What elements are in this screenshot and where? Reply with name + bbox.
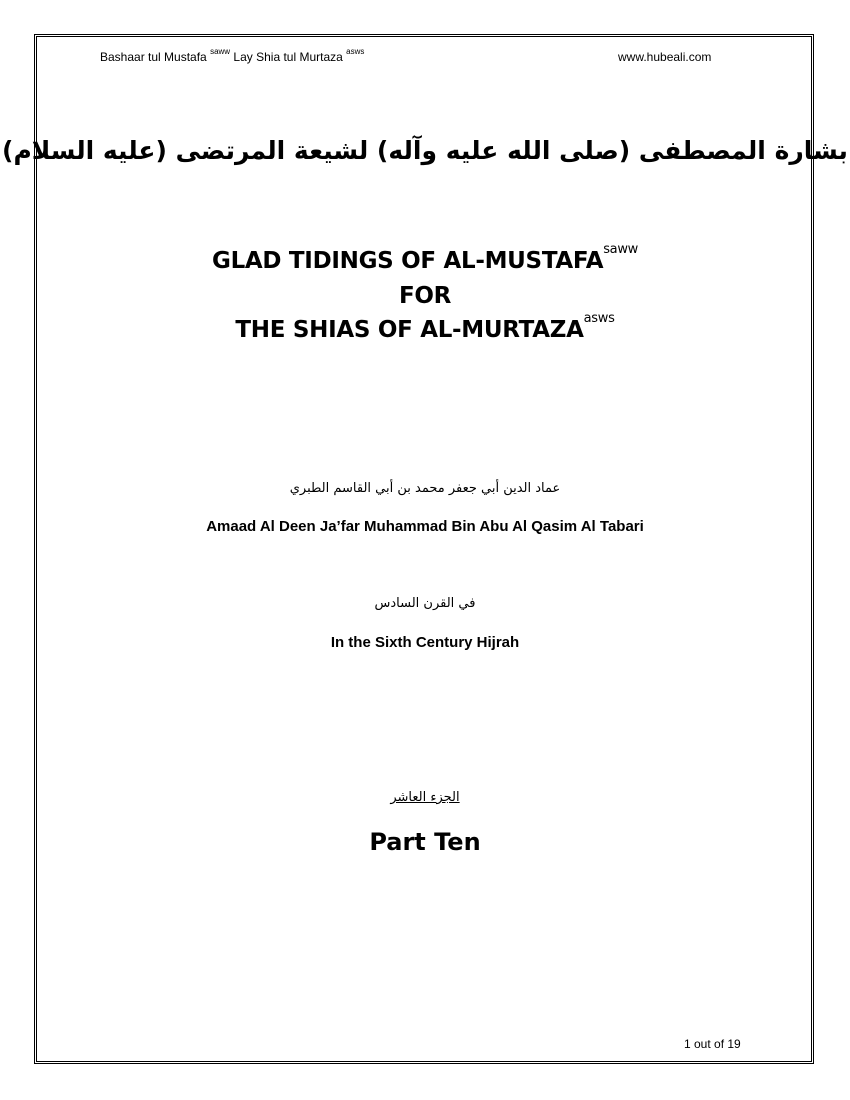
century-arabic: في القرن السادس [374,596,476,611]
english-title-line3 [0,311,850,343]
title-line1-text: GLAD TIDINGS OF AL-MUSTAFA [211,248,604,274]
header-title-part2: Lay Shia tul Murtaza [230,50,347,64]
english-title-line2: FOR [398,283,452,309]
part-english: Part Ten [369,828,481,856]
header-superscript-saww: saww [210,47,231,56]
title-line1-superscript: saww [603,242,639,257]
header-website: www.hubeali.com [618,50,712,64]
header-superscript-asws: asws [346,47,365,56]
author-english: Amaad Al Deen Ja’far Muhammad Bin Abu Al Qasim Al Tabari [206,518,644,535]
part-arabic: الجزء العاشر [390,790,460,805]
title-line3-superscript: asws [583,311,615,326]
english-title-line1 [0,242,850,274]
running-header-title [100,47,365,64]
author-arabic: عماد الدين أبي جعفر محمد بن أبي القاسم الطبري [289,481,561,496]
page-number: 1 out of 19 [684,1037,741,1051]
century-english: In the Sixth Century Hijrah [330,634,520,651]
page-border [34,34,814,1064]
arabic-book-title: بشارة المصطفى (صلى الله عليه وآله) لشيعة المرتضى (عليه السلام) [2,136,848,165]
header-title-part1: Bashaar tul Mustafa [100,50,211,64]
title-line3-text: THE SHIAS OF AL-MURTAZA [235,317,584,343]
